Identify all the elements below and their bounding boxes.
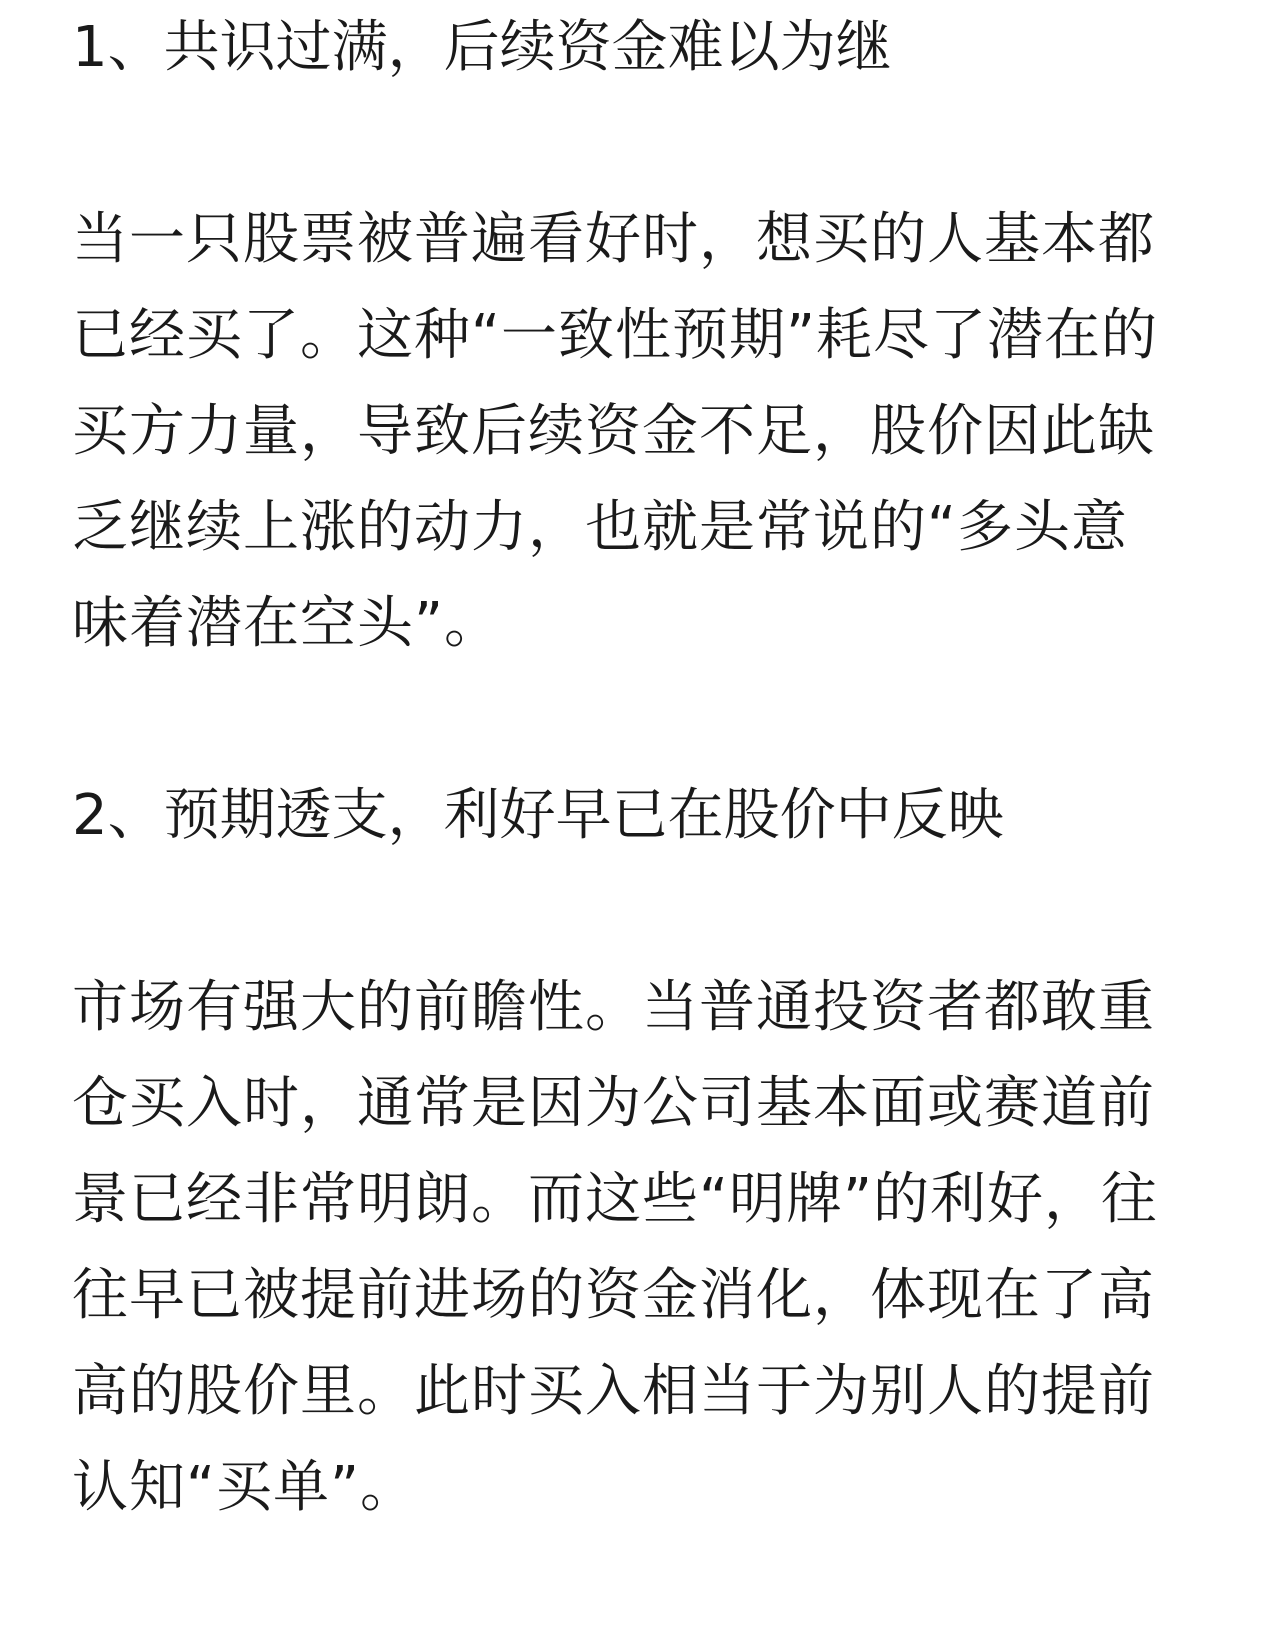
paragraph-line: 味着潜在空头”。 [72,591,502,656]
paragraph-line: 认知“买单”。 [72,1455,418,1520]
paragraph-line: 当一只股票被普遍看好时，想买的人基本都 [72,207,1155,272]
paragraph-line: 景已经非常明朗。而这些“明牌”的利好，往 [72,1167,1159,1232]
article-body [72,0,1212,1536]
paragraph-spacer [72,864,1212,960]
section-1-heading: 1、共识过满，后续资金难以为继 [72,15,892,80]
paragraph-line: 仓买入时，通常是因为公司基本面或赛道前 [72,1071,1155,1136]
paragraph-line: 乏继续上涨的动力，也就是常说的“多头意 [72,495,1129,560]
paragraph-line: 已经买了。这种“一致性预期”耗尽了潜在的 [72,303,1159,368]
section-2-heading: 2、预期透支，利好早已在股价中反映 [72,783,1004,848]
section-2-paragraph [72,960,1212,1536]
paragraph-line: 市场有强大的前瞻性。当普通投资者都敢重 [72,975,1155,1040]
paragraph-spacer [72,96,1212,192]
paragraph-spacer [72,672,1212,768]
paragraph-line: 高的股价里。此时买入相当于为别人的提前 [72,1359,1155,1424]
section-1-paragraph [72,192,1212,672]
paragraph-line: 买方力量，导致后续资金不足，股价因此缺 [72,399,1155,464]
paragraph-line: 往早已被提前进场的资金消化，体现在了高 [72,1263,1155,1328]
